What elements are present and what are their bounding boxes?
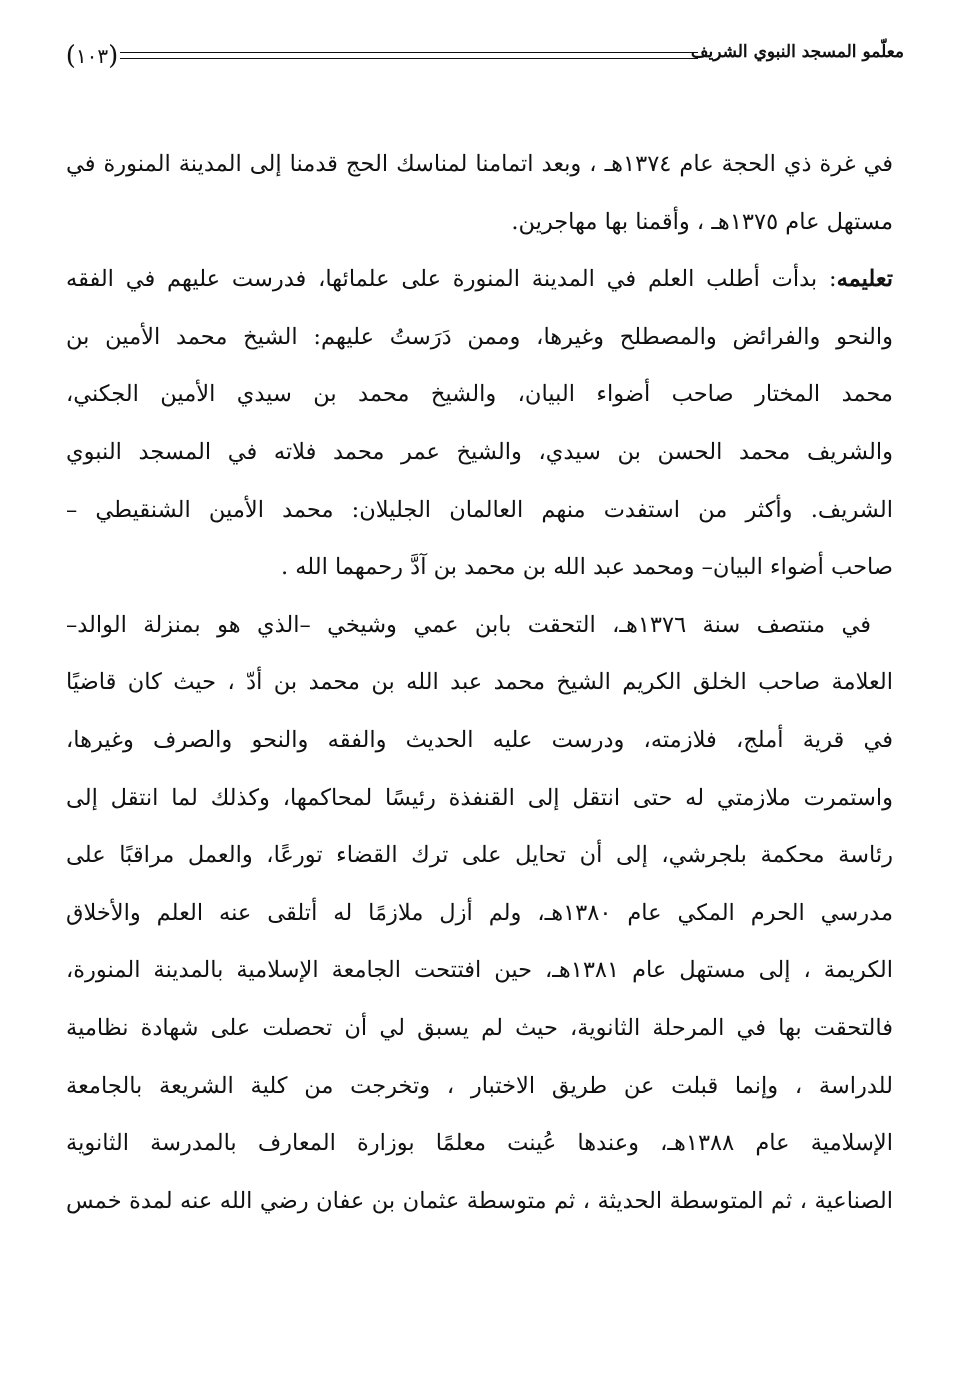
page-number-bracket-left: ( (108, 41, 119, 71)
paragraph-2 (66, 251, 893, 597)
text-line: الشريف. وأكثر من استفدت منهم العالمان الجليلان: محمد الأمين الشنقيطي – (66, 496, 893, 523)
text-line: والنحو والفرائض والمصطلح وغيرها، وممن دَرَستُ عليهم: الشيخ محمد الأمين بن (66, 323, 893, 350)
text-line: الكريمة ، إلى مستهل عام ١٣٨١هـ، حين افتتحت الجامعة الإسلامية بالمدينة المنورة، (66, 957, 893, 984)
text-line (66, 251, 893, 309)
text-line: رئاسة محكمة بلجرشي، إلى أن تحايل على ترك القضاء تورعًا، والعمل مراقبًا على (66, 842, 893, 869)
page-number-value: ١٠٣ (75, 44, 109, 68)
text-line: الصناعية ، ثم المتوسطة الحديثة ، ثم متوسطة عثمان بن عفان رضي الله عنه لمدة خمس (66, 1187, 893, 1214)
text-line: في قرية أملج، فلازمته، ودرست عليه الحديث والفقه والنحو والصرف وغيرها، (66, 726, 893, 753)
text-line: مدرسي الحرم المكي عام ١٣٨٠هـ، ولم أزل ملازمًا له أتلقى عنه العلم والأخلاق (66, 899, 893, 926)
section-term: تعليمه (836, 266, 893, 293)
text-line: الإسلامية عام ١٣٨٨هـ، وعندها عُينت معلمًا بوزارة المعارف بالمدرسة الثانوية (66, 1130, 893, 1157)
text-line: للدراسة ، وإنما قبلت عن طريق الاختبار ، وتخرجت من كلية الشريعة بالجامعة (66, 1072, 893, 1099)
text-line: صاحب أضواء البيان– ومحمد عبد الله بن محمد بن آدَّ رحمهما الله . (280, 554, 893, 581)
page-number-bracket-right: ) (65, 41, 76, 71)
text-line: فالتحقت بها في المرحلة الثانوية، حيث لم يسبق لي أن تحصلت على شهادة نظامية (66, 1014, 893, 1041)
text-line: في منتصف سنة ١٣٧٦هـ، التحقت بابن عمي وشيخي –الذي هو بمنزلة الوالد– (66, 611, 871, 638)
text-line: في غرة ذي الحجة عام ١٣٧٤هـ ، وبعد اتمامنا لمناسك الحج قدمنا إلى المدينة المنورة في (66, 151, 893, 177)
page-number (66, 38, 118, 74)
paragraph-3 (66, 597, 893, 1231)
text-run: : بدأت أطلب العلم في المدينة المنورة على علمائها، فدرست عليهم في الفقه (66, 266, 837, 293)
text-line: العلامة صاحب الخلق الكريم الشيخ محمد عبد الله بن محمد بن أدّ ، حيث كان قاضيًا (66, 669, 893, 696)
text-line: محمد المختار صاحب أضواء البيان، والشيخ محمد بن سيدي الأمين الجكني، (66, 381, 893, 408)
header-title: معلّمو المسجد النبوي الشريف (690, 42, 904, 62)
body-text (66, 136, 893, 1230)
text-line: واستمرت ملازمتي له حتى انتقل إلى القنفذة رئيسًا لمحاكمها، وكذلك لما انتقل إلى (66, 784, 893, 811)
text-line: مستهل عام ١٣٧٥هـ ، وأقمنا بها مهاجرين. (511, 208, 893, 235)
paragraph-1 (66, 136, 893, 251)
header-double-rule (120, 52, 698, 59)
text-line: والشريف محمد الحسن بن سيدي، والشيخ عمر محمد فلاته في المسجد النبوي (66, 438, 893, 465)
running-header (66, 38, 904, 78)
